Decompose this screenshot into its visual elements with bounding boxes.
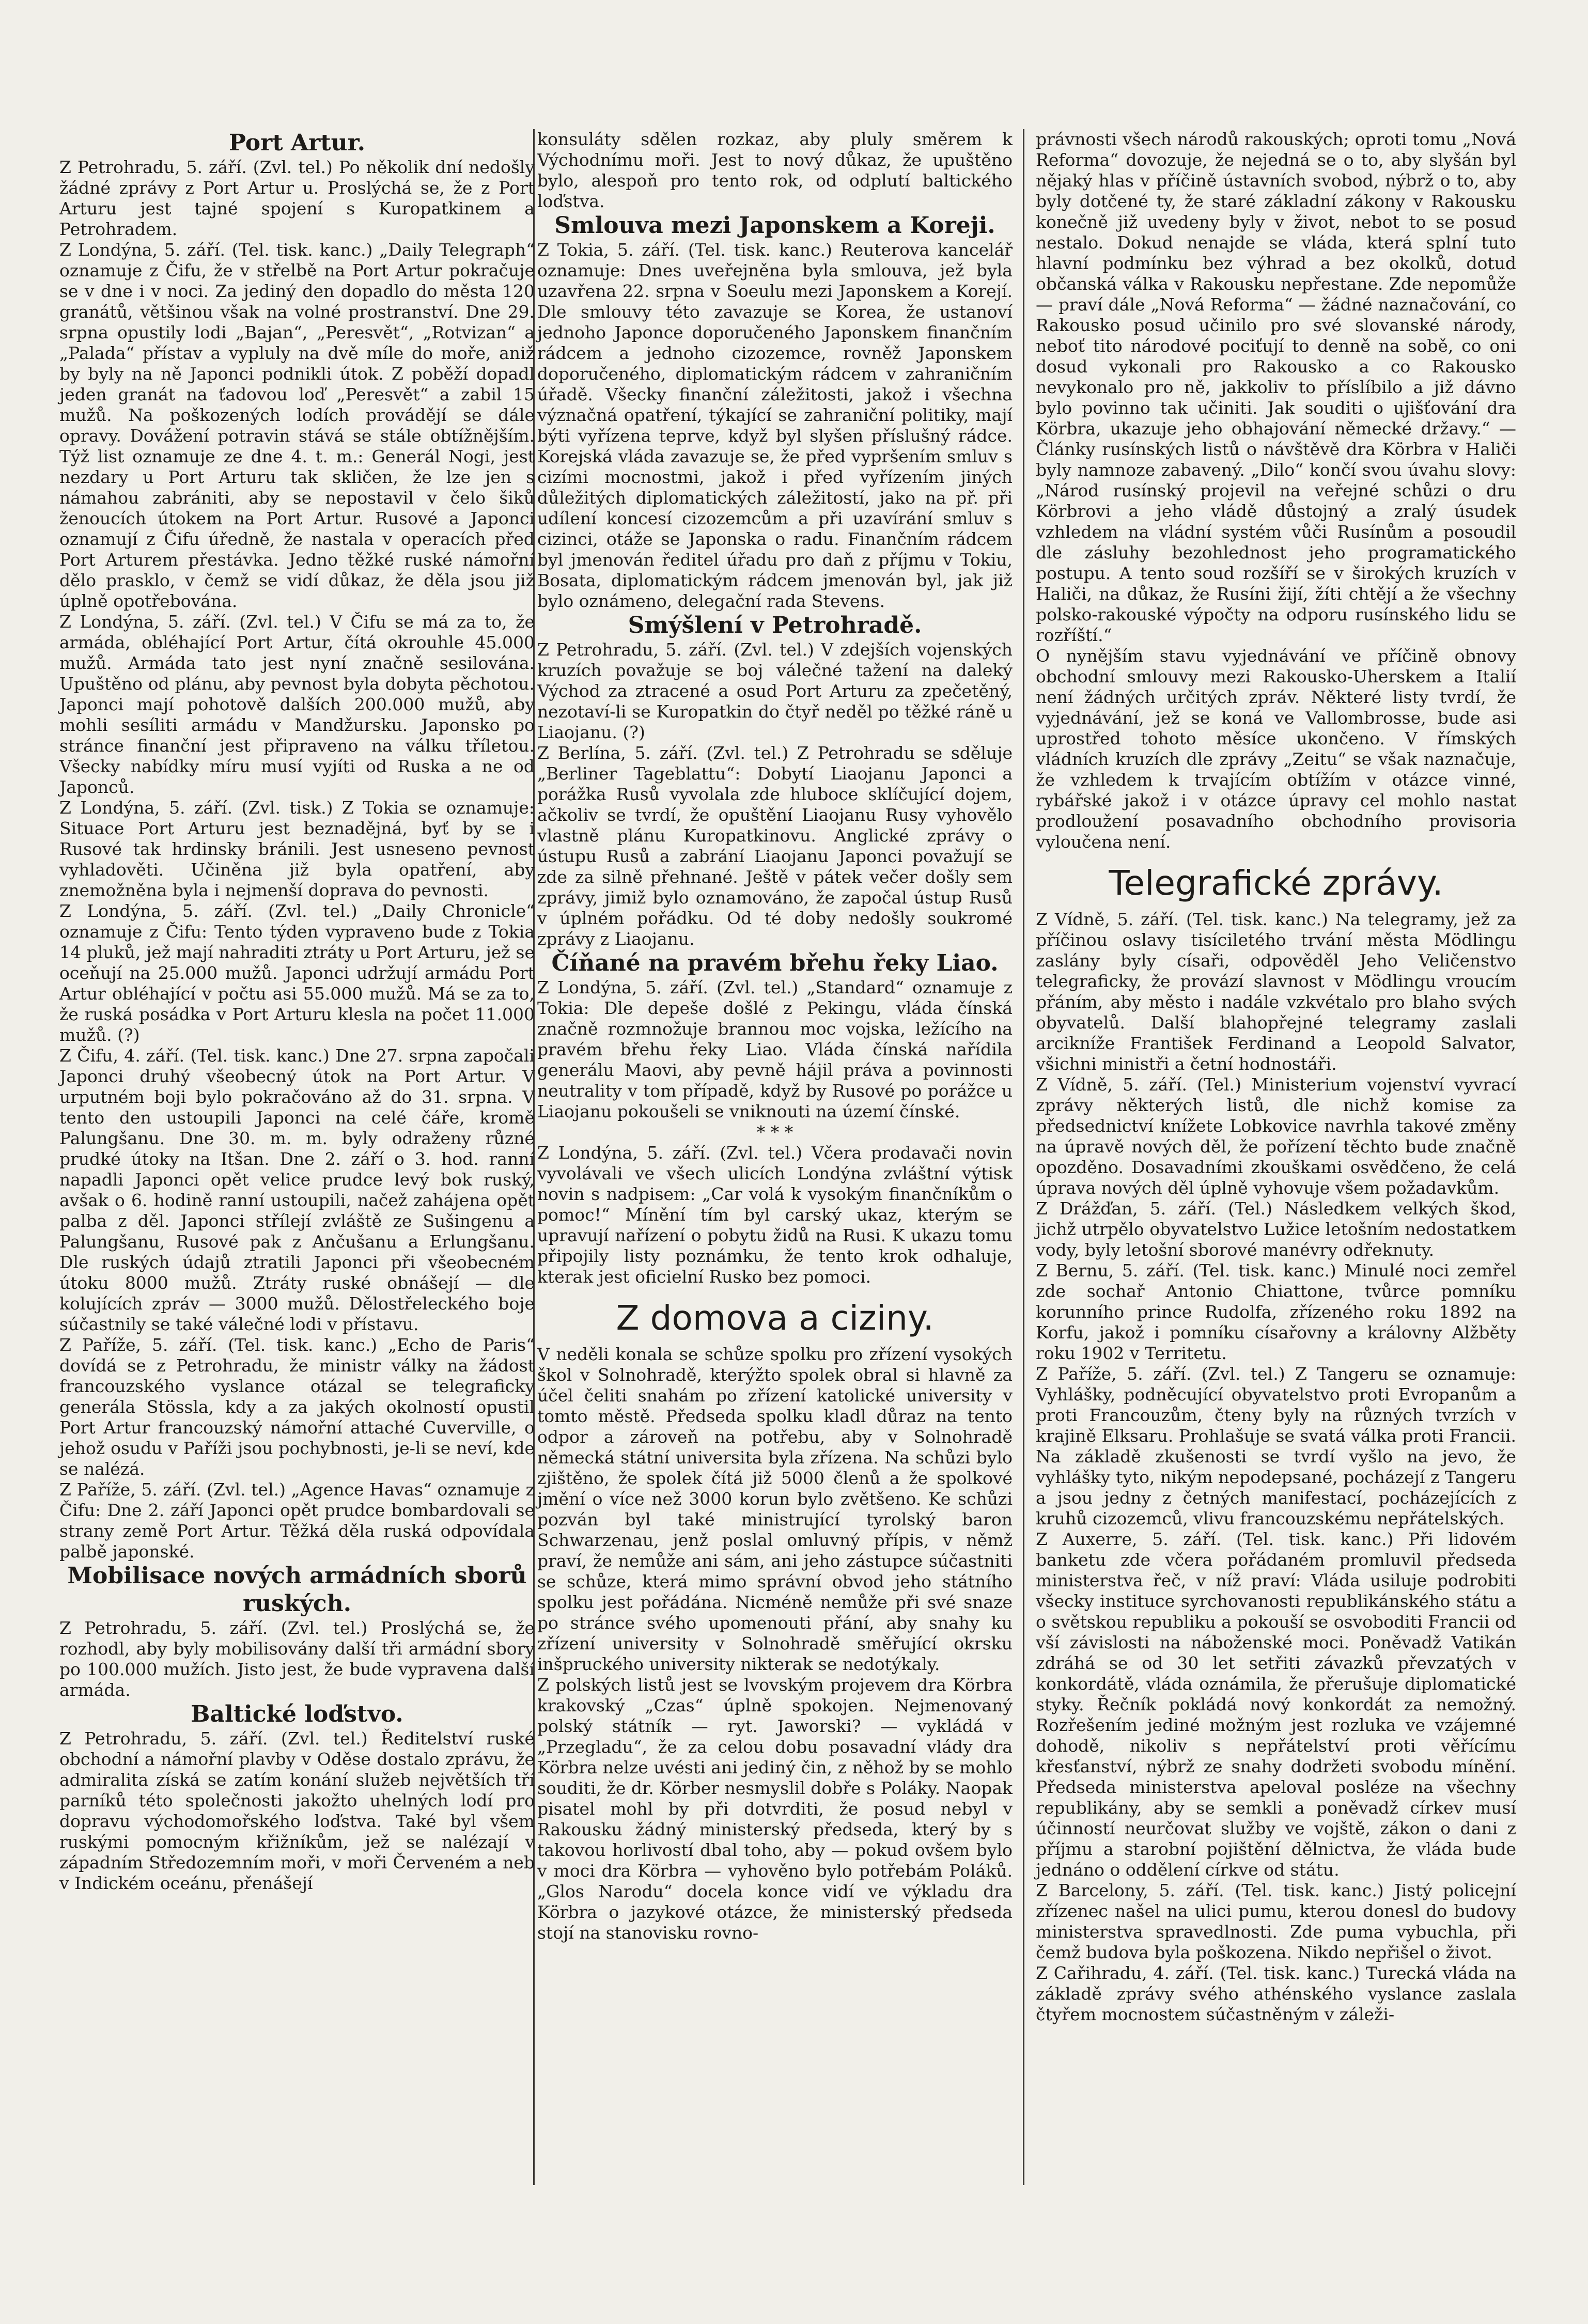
article-paragraph: Z Petrohradu, 5. září. (Zvl. tel.) V zdejších vojenských kruzích považuje se boj válečné tažení na daleký Východ za ztracené a osud Port Arturu za zpečetěný, nezotaví-li se Kuropatkin do čtyř neděl po těžké ráně u Liaojanu. (?) xyxy=(537,640,1013,742)
column-rule-right xyxy=(1023,129,1024,2185)
article-paragraph: Z polských listů jest se lvovským projevem dra Körbra krakovský „Czas“ úplně spokojen. Nejmenovaný polský státník — ryt. Jaworski? — vykládá v „Przegladu“, že za celou dobu posavadní vlády dra Körbra nelze uvésti ani jediný čin, z něhož by se mohlo souditi, že dr. Körber nesmyslil dobře s Poláky. Naopak pisatel mohl by při dotvrditi, že posud nebyl v Rakousku žádný ministerský předseda, který by s takovou horlivostí dbal toho, aby — pokud ovšem bylo v moci dra Körbra — vyhověno bylo potřebám Poláků. „Glos Narodu“ docela konce vidí ve výkladu dra Körbra o jazykové otázce, že ministerský předseda stojí na stanovisku rovno- xyxy=(537,1675,1013,1943)
article-paragraph: Z Paříže, 5. září. (Zvl. tel.) „Agence Havas“ oznamuje z Čifu: Dne 2. září Japonci opět prudce bombardovali se strany země Port Artur. Těžká děla ruská odpovídala palbě japonské. xyxy=(59,1479,535,1562)
article-paragraph: Z Cařihradu, 4. září. (Tel. tisk. kanc.) Turecká vláda na základě zprávy svého athénského vyslance zaslala čtyřem mocnostem súčastněným v záleži- xyxy=(1036,1963,1516,2024)
article-paragraph: Z Petrohradu, 5. září. (Zvl. tel.) Po několik dní nedošly žádné zprávy z Port Artur u. Proslýchá se, že z Port Arturu jest tajné spojení s Kuropatkinem a Petrohradem. xyxy=(59,157,535,239)
heading-z-domova: Z domova a ciziny. xyxy=(616,1298,934,1338)
section-ornament: * * * xyxy=(756,1122,793,1142)
article-paragraph: Z Auxerre, 5. září. (Tel. tisk. kanc.) Při lidovém banketu zde včera pořádaném promluvil předseda ministerstva řeč, v níž praví: Vláda usiluje podrobiti všecky instituce syrchovanosti republikánského státu a o světskou republiku a pokouší se osvoboditi Francii od vší závislosti na náboženské moci. Poněvadž Vatikán zdráhá se od 30 let setřiti závazků převzatých v konkordátě, vláda oznámila, že přerušuje diplomatické styky. Řečník pokládá nový konkordát za nemožný. Rozřešením jediné možným jest rozluka ve vzájemné dohodě, nikoliv s nepřátelství proti věřícímu křesťanství, nýbrž ze snahy dodržeti svobodu mínění. Předseda ministerstva apeloval posléze na všechny republikány, aby se semkli a poněvadž církev musí účinností neurčovat služby ve vojště, zákon o dani z příjmu a starobní pojištění dělnictva, že vláda bude jednáno o oddělení církve od státu. xyxy=(1036,1529,1516,1880)
article-paragraph: Z Bernu, 5. září. (Tel. tisk. kanc.) Minulé noci zemřel zde sochař Antonio Chiattone, tvůrce pomníku korunního prince Rudolfa, zřízeného roku 1892 na Korfu, jakož i pomníku císařovny a královny Alžběty roku 1902 v Territetu. xyxy=(1036,1260,1516,1363)
article-paragraph: V neděli konala se schůze spolku pro zřízení vysokých škol v Solnohradě, kterýžto spolek obral si hlavně za účel čeliti snahám po zřízení katolické university v tomto městě. Předseda spolku kladl důraz na tento odpor a zároveň na potřebu, aby v Solnohradě německá státní universita byla zřízena. Na schůzi bylo zjištěno, že spolek čítá již 5000 členů a že spolkové jmění o více než 3000 korun bylo zvětšeno. Ke schůzi pozván byl také ministrující tyrolský baron Schwarzenau, jenž poslal omluvný přípis, v němž praví, že nemůže ani sám, ani jeho zástupce súčastniti se schůze, která mimo správní obvod jeho státního spolku jest pořádána. Nicméně nemůže při své snaze po stránce svého upomenouti přání, aby snahy ku zřízení university v Solnohradě směřující okrsku inšpruckého university nikterak se nedotýkaly. xyxy=(537,1344,1013,1674)
article-paragraph: Z Petrohradu, 5. září. (Zvl. tel.) Proslýchá se, že rozhodl, aby byly mobilisovány další tři armádní sbory po 100.000 mužích. Jisto jest, že bude vypravena další armáda. xyxy=(59,1618,535,1700)
article-paragraph: Z Tokia, 5. září. (Tel. tisk. kanc.) Reuterova kancelář oznamuje: Dnes uveřejněna byla smlouva, jež byla uzavřena 22. srpna v Soeulu mezi Japonskem a Korejí. Dle smlouvy této zavazuje se Korea, že ustanoví jednoho Japonce doporučeného Japonskem finančním rádcem a jednoho cizozemce, rovněž Japonskem doporučeného, diplomatickým rádcem v zahraničním úřadě. Všecky finanční záležitosti, jakož i všechna význačná opatření, týkající se zahraniční politiky, mají býti vyřízena teprve, když byl slyšen příslušný rádce. Korejská vláda zavazuje se, že před vypršením smluv s cizími mocnostmi, jakož i před vyřízením jiných důležitých diplomatických záležitostí, jako na př. při udílení koncesí cizozemcům a při uzavírání smluv s cizinci, otáže se Japonska o radu. Finančním rádcem byl jmenován ředitel úřadu pro daň z příjmu v Tokiu, Bosata, diplomatickým rádcem jmenován byl, jak již bylo oznámeno, delegační rada Stevens. xyxy=(537,240,1013,611)
article-paragraph: Z Petrohradu, 5. září. (Zvl. tel.) Ředitelství ruské obchodní a námořní plavby v Oděse dostalo zprávu, že admiralita získá se zatím konání služeb největších tří parníků této společnosti jakožto uhelných lodí pro dopravu východomořského loďstva. Také byl všem ruskými pomocným křižníkům, jež se nalézají v západním Středozemním moři, v moři Červeném a neb v Indickém oceánu, přenášejí xyxy=(59,1728,535,1893)
column-3 xyxy=(1036,129,1516,2025)
article-paragraph: O nynějším stavu vyjednávání ve příčině obnovy obchodní smlouvy mezi Rakousko-Uherskem a Italií není žádných určitých zpráv. Některé listy tvrdí, že vyjednávání, jež se koná ve Vallombrosse, bude asi uprostřed tohoto měsíce ukončeno. V římských vládních kruzích dle zprávy „Zeitu“ se však naznačuje, že vzhledem k trvajícím obtížím v otázce vinné, rybářské jakož i v otázce úpravy cel mohlo nastat prodloužení posavadního obchodního provisoria vyloučena není. xyxy=(1036,646,1516,852)
heading-mobilisace: Mobilisace nových armádních sborů ruských. xyxy=(67,1563,527,1617)
article-paragraph: Z Vídně, 5. září. (Tel. tisk. kanc.) Na telegramy, jež za příčinou oslavy tisíciletého trvání města Mödlingu zaslány byly císaři, odpověděl Jeho Veličenstvo telegraficky, že provází slavnost v Mödlingu vroucím přáním, aby město i nadále vzkvétalo pro blaho svých obyvatelů. Další blahopřejné telegramy zaslali arcikníže František Ferdinand a Leopold Salvator, všichni ministři a četní hodnostáři. xyxy=(1036,909,1516,1074)
article-paragraph: Z Londýna, 5. září. (Zvl. tel.) „Standard“ oznamuje z Tokia: Dle depeše došlé z Pekingu, vláda čínská značně rozmnožuje brannou moc vojska, ležícího na pravém břehu řeky Liao. Vláda čínská nařídila generálu Maovi, aby pevně hájil práva a povinnosti neutrality v tom případě, když by Rusové po porážce u Liaojanu pokoušeli se vniknouti na území čínské. xyxy=(537,977,1013,1121)
column-2 xyxy=(537,129,1013,1943)
article-paragraph: Z Berlína, 5. září. (Zvl. tel.) Z Petrohradu se sděluje „Berliner Tageblattu“: Dobytí Liaojanu Japonci a porážka Rusů vyvolala zde hluboce sklíčující dojem, ačkoliv se tvrdí, že opuštění Liaojanu Rusy vyhovělo vlastně plánu Kuropatkinovu. Anglické zprávy o ústupu Rusů a zabrání Liaojanu Japonci považují se zde za silně přehnané. Ještě v pátek večer došly sem zprávy, jimiž bylo oznamováno, že započal ústup Rusů v úplném pořádku. Od té doby nedošly soukromé zprávy z Liaojanu. xyxy=(537,743,1013,949)
heading-balticke-lodstvo: Baltické loďstvo. xyxy=(191,1701,403,1727)
article-paragraph: Z Paříže, 5. září. (Zvl. tel.) Z Tangeru se oznamuje: Vyhlášky, podněcující obyvatelstvo proti Evropanům a proti Francouzům, čteny byly na různých tvrzích v krajině Elksaru. Prohlašuje se svatá válka proti Francii. Na základě zkušenosti se tvrdí vyšlo na jevo, že vyhlášky tyto, nikým nepodepsané, pocházejí z Tangeru a jsou jedny z četných manifestací, pocházejících z kruhů cizozemců, vlivu francouzskému nepřátelských. xyxy=(1036,1364,1516,1528)
column-1 xyxy=(59,129,535,1894)
heading-smysleni: Smýšlení v Petrohradě. xyxy=(628,612,922,638)
article-paragraph: právnosti všech národů rakouských; oproti tomu „Nová Reforma“ dovozuje, že nejedná se o to, aby slyšán byl nějaký hlas v příčině ústavních svobod, nýbrž o to, aby byly dotčené ty, že staré základní zákony v Rakousku konečně již uvedeny byly v život, nebot to se posud nestalo. Dokud nenajde se vláda, která splní tuto hlavní podmínku bez výhrad a bez okolků, dotud občanská válka v Rakousku nepřestane. Zde nepomůže — praví dále „Nová Reforma“ — žádné naznačování, co Rakousko posud učinilo pro své slovanské národy, neboť tito národové pociťují to denně na sobě, co oni dosud vykonali pro Rakousko a co Rakousko nevykonalo pro ně, jakkoliv to příslíbilo a již dávno bylo povinno tak učiniti. Jak souditi o ujišťování dra Körbra, ukazuje jeho obhajování německé državy.“ — Články rusínských listů o návštěvě dra Körbra v Haliči byly namnoze zabavený. „Dilo“ končí svou úvahu slovy: „Národ rusínský projevil na veřejné schůzi o dru Körbrovi a jeho vládě důstojný a zralý úsudek vzhledem na vládní systém vůči Rusínům a posoudil dle zásluhy bezohlednost jeho programatického postupu. A tento soud rozšíří se v širokých kruzích v Haliči, na důkaz, že Rusíni žijí, žíti chtějí a že všechny polsko-rakouské výpočty na odporu rusínského lidu se rozříští.“ xyxy=(1036,129,1516,645)
heading-port-artur: Port Artur. xyxy=(228,130,366,156)
article-paragraph: Z Londýna, 5. září. (Tel. tisk. kanc.) „Daily Telegraph“ oznamuje z Čifu, že v střelbě na Port Artur pokračuje se v dne i v noci. Za jediný den dopadlo do města 120 granátů, většinou však na volné prostranství. Dne 29. srpna opustily lodi „Bajan“, „Peresvět“, „Rotvizan“ a „Palada“ přístav a vypluly na dvě míle do moře, aniž by byly na ně Japonci podnikli útok. Z poběží dopadl jeden granát na ťadovou loď „Peresvět“ a zabil 15 mužů. Na poškozených lodích provádějí se dále opravy. Dovážení potravin stává se stále obtížnějším. Týž list oznamuje ze dne 4. t. m.: Generál Nogi, jest nezdary u Port Arturu tak skličen, že lze jen s námahou zabrániti, aby se nepostavil v čelo šiků ženoucích útokem na Port Artur. Rusové a Japonci oznamují z Čifu úředně, že nastala v operacích před Port Arturem přestávka. Jedno těžké ruské námořní dělo prasklo, v čemž se vidí důkaz, že děla jsou již úplně opotřebována. xyxy=(59,240,535,611)
heading-cinane: Číňané na pravém břehu řeky Liao. xyxy=(551,950,999,976)
heading-smlouva: Smlouva mezi Japonskem a Koreji. xyxy=(554,212,995,239)
article-paragraph: konsuláty sdělen rozkaz, aby pluly směrem k Východnímu moři. Jest to nový důkaz, že upuštěno bylo, alespoň pro tento rok, od odplutí baltického loďstva. xyxy=(537,129,1013,211)
article-paragraph: Z Londýna, 5. září. (Zvl. tisk.) Z Tokia se oznamuje: Situace Port Arturu jest beznadějná, byť by se i Rusové tak hrdinsky bránili. Jest usneseno pevnost vyhladověti. Učiněna již byla opatření, aby znemožněna byla i nejmenší doprava do pevnosti. xyxy=(59,798,535,900)
heading-telegraficke: Telegrafické zprávy. xyxy=(1109,863,1443,903)
article-paragraph: Z Barcelony, 5. září. (Tel. tisk. kanc.) Jistý policejní zřízenec našel na ulici pumu, kterou donesl do budovy ministerstva spravedlnosti. Zde puma vybuchla, při čemž budova byla poškozena. Nikdo nepřišel o život. xyxy=(1036,1880,1516,1962)
article-paragraph: Z Drážďan, 5. září. (Tel.) Následkem velkých škod, jichž utrpělo obyvatelstvo Lužice letošním nedostatkem vody, byly letošní sborové manévry odřeknuty. xyxy=(1036,1198,1516,1260)
article-paragraph: Z Vídně, 5. září. (Tel.) Ministerium vojenství vyvrací zprávy některých listů, dle nichž komise za předsednictví knížete Lobkovice navrhla takové změny na úpravě nových děl, že pořízení těchto bude značně opozděno. Dosavadními zkouškami osvědčeno, že celá úprava nových děl úplně vyhovuje všem požadavkům. xyxy=(1036,1074,1516,1198)
article-paragraph: Z Londýna, 5. září. (Zvl. tel.) Včera prodavači novin vyvolávali ve všech ulicích Londýna zvláštní výtisk novin s nadpisem: „Car volá k vysokým finančníkům o pomoc!“ Mínění tím byl carský ukaz, kterým se upravují nařízení o pobytu židů na Rusi. K ukazu tomu připojily listy poznámku, že tento krok odhaluje, kterak jest oficielní Rusko bez pomoci. xyxy=(537,1143,1013,1287)
article-paragraph: Z Čifu, 4. září. (Tel. tisk. kanc.) Dne 27. srpna započali Japonci druhý všeobecný útok na Port Artur. V urputném boji bylo pokračováno až do 31. srpna. V tento den ustoupili Japonci na celé čáře, kromě Palungšanu. Dne 30. m. m. byly odraženy různé prudké útoky na Itšan. Dne 2. září o 3. hod. ranní napadli Japonci opět velice prudce levý bok ruský, avšak o 6. hodině ranní ustoupili, načež zahájena opět palba z děl. Japonci střílejí zvláště ze Sušingenu a Palungšanu, Rusové pak z Ančušanu a Erlungšanu. Dle ruských údajů ztratili Japonci při všeobecném útoku 8000 mužů. Ztráty ruské obnášejí — dle kolujících zpráv — 3000 mužů. Dělostřeleckého boje súčastnily se také válečné lodi v přístavu. xyxy=(59,1046,535,1334)
article-paragraph: Z Londýna, 5. září. (Zvl. tel.) V Čifu se má za to, že armáda, obléhající Port Artur, čítá okrouhle 45.000 mužů. Armáda tato jest nyní značně sesilována. Upuštěno od plánu, aby pevnost byla dobyta pěchotou. Japonci mají pohotově dalších 200.000 mužů, aby mohli sesíliti armádu v Mandžursku. Japonsko po stránce finanční jest připraveno na válku tříletou. Všecky nabídky míru musí vyjíti od Ruska a ne od Japonců. xyxy=(59,612,535,797)
article-paragraph: Z Paříže, 5. září. (Tel. tisk. kanc.) „Echo de Paris“ dovídá se z Petrohradu, že ministr války na žádost francouzského vyslance otázal se telegraficky generála Stössla, kdy a za jakých okolností opustil Port Artur francouzský námořní attaché Cuverville, o jehož osudu v Paříži jsou pochybnosti, je-li se neví, kde se nalézá. xyxy=(59,1335,535,1479)
article-paragraph: Z Londýna, 5. září. (Zvl. tel.) „Daily Chronicle“ oznamuje z Čifu: Tento týden vypraveno bude z Tokia 14 pluků, jež mají nahraditi ztráty u Port Arturu, jež se oceňují na 25.000 mužů. Japonci udržují armádu Port Artur obléhající v počtu asi 55.000 mužů. Má se za to, že ruská posádka v Port Arturu klesla na počet 11.000 mužů. (?) xyxy=(59,901,535,1045)
